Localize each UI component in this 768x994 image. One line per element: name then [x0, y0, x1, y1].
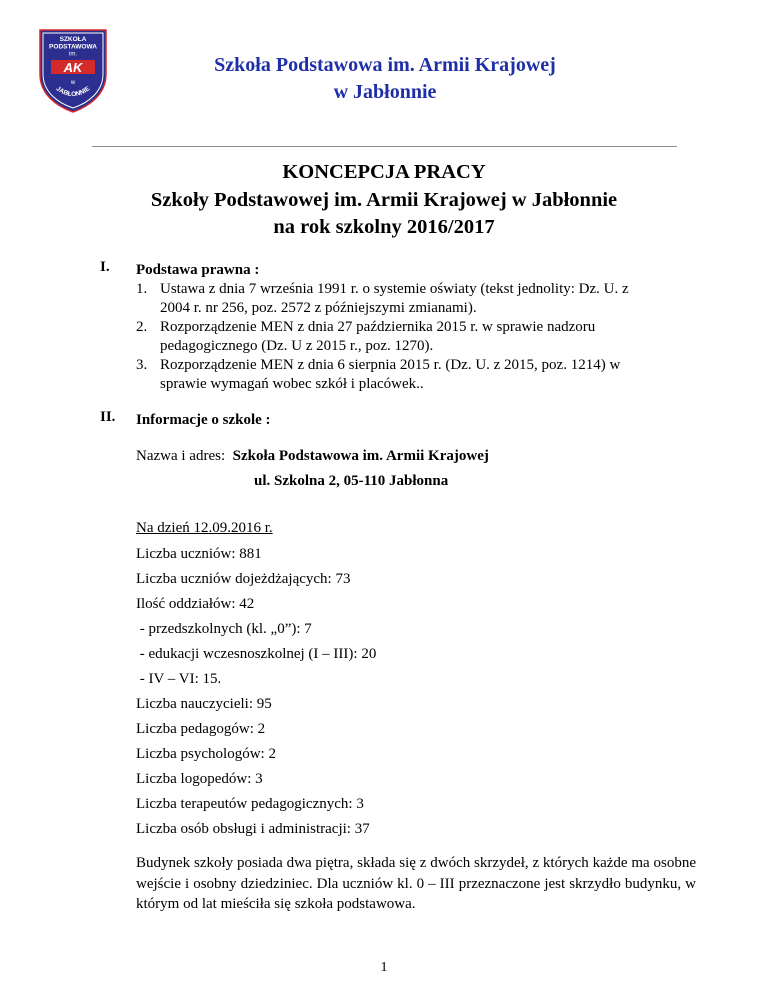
logo-arc-text: JABŁONNIE	[54, 85, 92, 99]
legal-item-text-cont: sprawie wymagań wobec szkół i placówek..	[160, 376, 424, 392]
legal-item-text: Ustawa z dnia 7 września 1991 r. o systemie oświaty (tekst jednolity: Dz. U. z	[160, 281, 629, 297]
legal-item	[136, 356, 696, 394]
stat-line: Ilość oddziałów: 42	[136, 596, 255, 612]
legal-item-number: 1.	[136, 281, 148, 297]
stat-line: - IV – VI: 15.	[136, 671, 222, 687]
stat-line: Liczba nauczycieli: 95	[136, 696, 272, 712]
logo-line3: im.	[69, 51, 77, 58]
logo-line1: SZKOŁA	[59, 36, 87, 43]
legal-item-text-cont: 2004 r. nr 256, poz. 2572 z późniejszymi zmianami).	[160, 300, 477, 316]
section-1-number: I.	[100, 259, 110, 275]
school-logo	[34, 28, 112, 114]
stat-line: - przedszkolnych (kl. „0”): 7	[136, 621, 312, 637]
stat-line: - edukacji wczesnoszkolnej (I – III): 20	[136, 646, 377, 662]
stat-line: Liczba osób obsługi i administracji: 37	[136, 821, 370, 837]
section-2-number: II.	[100, 409, 116, 425]
school-header	[150, 52, 620, 106]
school-location: w Jabłonnie	[333, 81, 437, 103]
building-description: Budynek szkoły posiada dwa piętra, składa się z dwóch skrzydeł, z których każde ma osobne wejście i osobny dziedziniec. Dla uczniów kl. 0 – III przeznaczone jest skrzydło budynku, w którym od lat mieściła się szkoła podstawowa.	[136, 855, 696, 912]
stat-line: Liczba uczniów dojeżdżających: 73	[136, 571, 351, 587]
date-line: Na dzień 12.09.2016 r.	[136, 520, 273, 536]
title-line-1: KONCEPCJA PRACY	[282, 161, 486, 183]
stat-line: Liczba psychologów: 2	[136, 746, 276, 762]
address-street: ul. Szkolna 2, 05-110 Jabłonna	[254, 473, 449, 489]
document-title	[60, 159, 708, 242]
section-1-heading: Podstawa prawna :	[136, 262, 260, 278]
legal-item-number: 2.	[136, 319, 148, 335]
legal-basis-list	[136, 280, 696, 394]
logo-line2: PODSTAWOWA	[49, 43, 97, 51]
address-name: Szkoła Podstawowa im. Armii Krajowej	[232, 448, 489, 464]
legal-item-number: 3.	[136, 357, 148, 373]
page-number: 1	[380, 960, 388, 975]
legal-item-text: Rozporządzenie MEN z dnia 27 października 2015 r. w sprawie nadzoru	[160, 319, 596, 335]
stat-line: Liczba pedagogów: 2	[136, 721, 266, 737]
title-line-3: na rok szkolny 2016/2017	[273, 216, 495, 238]
legal-item	[136, 318, 696, 356]
stat-line: Liczba logopedów: 3	[136, 771, 263, 787]
stat-line: Liczba terapeutów pedagogicznych: 3	[136, 796, 364, 812]
address-line	[136, 447, 489, 466]
logo-line4: w	[70, 80, 76, 86]
title-line-2: Szkoły Podstawowej im. Armii Krajowej w Jabłonnie	[150, 188, 618, 211]
legal-item-text: Rozporządzenie MEN z dnia 6 sierpnia 2015 r. (Dz. U. z 2015, poz. 1214) w	[160, 357, 621, 373]
legal-item	[136, 280, 696, 318]
stat-line: Liczba uczniów: 881	[136, 546, 262, 562]
legal-item-text-cont: pedagogicznego (Dz. U z 2015 r., poz. 1270).	[160, 338, 434, 354]
header-divider	[92, 146, 677, 147]
school-name: Szkoła Podstawowa im. Armii Krajowej	[214, 54, 556, 76]
section-2-heading: Informacje o szkole :	[136, 412, 271, 428]
logo-letters: AK	[63, 60, 83, 75]
address-label: Nazwa i adres:	[136, 448, 226, 464]
